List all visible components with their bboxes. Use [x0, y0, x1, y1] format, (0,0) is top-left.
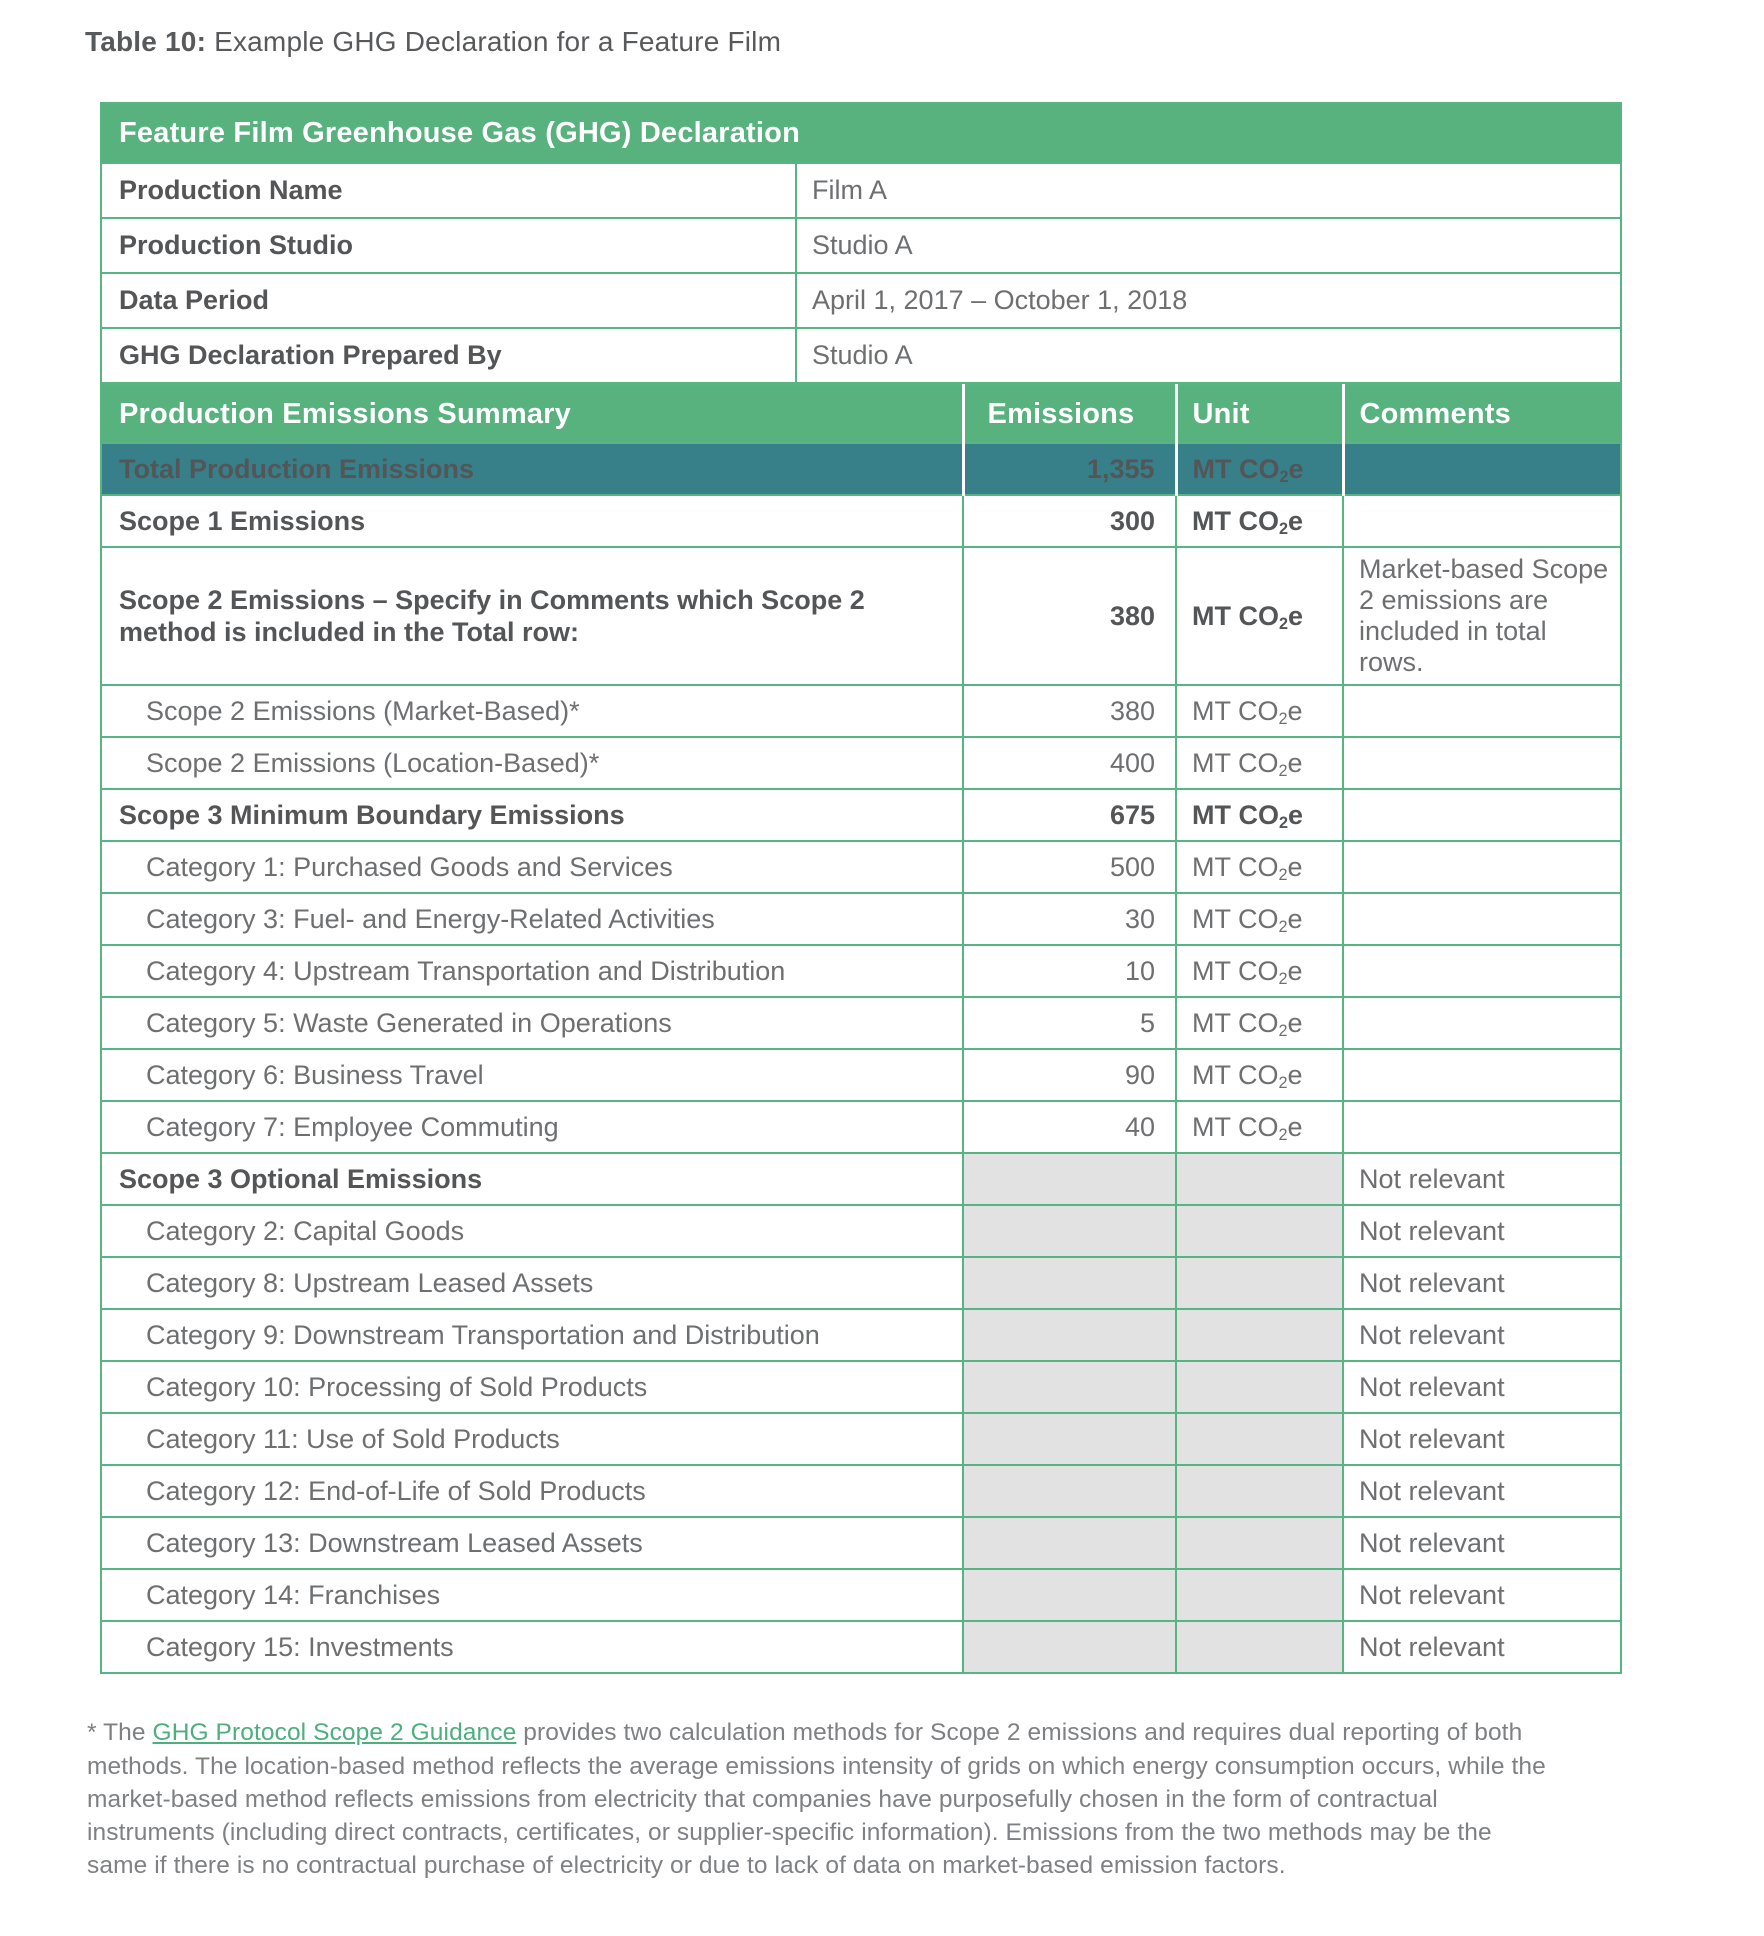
emissions-value-cell: 30	[963, 893, 1176, 945]
unit-subscript: 2	[1278, 1022, 1288, 1041]
declaration-row-label: GHG Declaration Prepared By	[101, 328, 796, 383]
unit-cell	[1176, 1309, 1343, 1361]
unit-text-suffix: e	[1287, 1059, 1303, 1090]
summary-row-label: Category 6: Business Travel	[101, 1049, 963, 1101]
summary-row-label: Category 12: End-of-Life of Sold Products	[101, 1465, 963, 1517]
unit-subscript: 2	[1278, 918, 1288, 937]
summary-row	[101, 1413, 1621, 1465]
summary-row	[101, 1517, 1621, 1569]
unit-subscript: 2	[1279, 468, 1289, 487]
unit-text: MT CO	[1192, 1059, 1279, 1090]
emissions-value-cell: 500	[963, 841, 1176, 893]
declaration-row-label: Production Name	[101, 163, 796, 218]
comment-cell: Not relevant	[1343, 1309, 1621, 1361]
comment-cell: Not relevant	[1343, 1153, 1621, 1205]
unit-cell	[1176, 1517, 1343, 1569]
summary-row-label: Category 5: Waste Generated in Operations	[101, 997, 963, 1049]
summary-row-label: Scope 2 Emissions (Location-Based)*	[101, 737, 963, 789]
summary-row	[101, 1205, 1621, 1257]
unit-subscript: 2	[1279, 814, 1289, 833]
declaration-row-value: Film A	[796, 163, 1621, 218]
summary-row-label: Category 1: Purchased Goods and Services	[101, 841, 963, 893]
unit-text-suffix: e	[1288, 453, 1304, 484]
unit-subscript: 2	[1278, 1074, 1288, 1093]
unit-text: MT CO	[1192, 799, 1279, 830]
unit-cell	[1176, 737, 1343, 789]
unit-cell	[1176, 945, 1343, 997]
unit-subscript: 2	[1278, 970, 1288, 989]
column-header-summary: Production Emissions Summary	[101, 385, 963, 443]
emissions-value-cell	[963, 1465, 1176, 1517]
unit-subscript: 2	[1278, 1126, 1288, 1145]
unit-text-suffix: e	[1288, 505, 1304, 536]
comment-cell: Not relevant	[1343, 1413, 1621, 1465]
footnote-post: provides two calculation methods for Scope 2 emissions and requires dual reporting of both methods. The location-based method reflects the average emissions intensity of grids on which energy consumption occurs, while the market-based method reflects emissions from electricity that companies have purposefully chosen in the form of contractual instruments (including direct contracts, certificates, or supplier-specific information). Emissions from the two methods may be the same if there is no contractual purchase of electricity or due to lack of data on market-based emission factors.	[87, 1719, 1546, 1880]
unit-subscript: 2	[1279, 520, 1289, 539]
unit-cell	[1176, 1361, 1343, 1413]
column-header-comments: Comments	[1343, 385, 1621, 443]
emissions-value-cell: 1,355	[963, 443, 1176, 495]
declaration-row-value: Studio A	[796, 218, 1621, 273]
summary-row-label: Scope 2 Emissions – Specify in Comments which Scope 2 method is included in the Total row:	[101, 547, 963, 685]
ghg-protocol-scope2-guidance-link[interactable]: GHG Protocol Scope 2 Guidance	[152, 1719, 517, 1747]
unit-text: MT CO	[1192, 747, 1279, 778]
comment-cell: Not relevant	[1343, 1205, 1621, 1257]
comment-cell	[1343, 997, 1621, 1049]
comment-cell	[1343, 841, 1621, 893]
summary-row-label: Scope 2 Emissions (Market-Based)*	[101, 685, 963, 737]
declaration-title-row	[101, 103, 1621, 163]
summary-row-label: Category 7: Employee Commuting	[101, 1101, 963, 1153]
summary-row	[101, 443, 1621, 495]
emissions-value-cell: 300	[963, 495, 1176, 547]
summary-row	[101, 547, 1621, 685]
unit-cell	[1176, 1413, 1343, 1465]
summary-row-label: Category 10: Processing of Sold Products	[101, 1361, 963, 1413]
emissions-value-cell	[963, 1361, 1176, 1413]
unit-subscript: 2	[1279, 615, 1289, 634]
summary-row-label: Category 11: Use of Sold Products	[101, 1413, 963, 1465]
comment-cell: Market-based Scope 2 emissions are included in total rows.	[1343, 547, 1621, 685]
unit-text: MT CO	[1192, 695, 1279, 726]
summary-row-label: Scope 3 Minimum Boundary Emissions	[101, 789, 963, 841]
unit-cell	[1176, 1569, 1343, 1621]
unit-text-suffix: e	[1287, 695, 1303, 726]
summary-row	[101, 997, 1621, 1049]
table-caption	[85, 26, 1764, 58]
column-header-emissions: Emissions	[963, 385, 1176, 443]
declaration-row	[101, 273, 1621, 328]
comment-cell	[1343, 893, 1621, 945]
unit-text-suffix: e	[1287, 1007, 1303, 1038]
unit-cell	[1176, 1257, 1343, 1309]
emissions-value-cell	[963, 1309, 1176, 1361]
emissions-value-cell: 40	[963, 1101, 1176, 1153]
summary-row	[101, 1049, 1621, 1101]
comment-cell: Not relevant	[1343, 1569, 1621, 1621]
summary-row	[101, 1361, 1621, 1413]
summary-row	[101, 1153, 1621, 1205]
comment-cell	[1343, 737, 1621, 789]
summary-row-label: Category 4: Upstream Transportation and Distribution	[101, 945, 963, 997]
summary-row-label: Total Production Emissions	[101, 443, 963, 495]
unit-text-suffix: e	[1287, 747, 1303, 778]
declaration-row	[101, 218, 1621, 273]
emissions-value-cell	[963, 1621, 1176, 1673]
comment-cell: Not relevant	[1343, 1517, 1621, 1569]
summary-row-label: Category 8: Upstream Leased Assets	[101, 1257, 963, 1309]
unit-subscript: 2	[1278, 762, 1288, 781]
emissions-value-cell: 10	[963, 945, 1176, 997]
emissions-value-cell	[963, 1517, 1176, 1569]
unit-cell	[1176, 893, 1343, 945]
emissions-value-cell	[963, 1205, 1176, 1257]
summary-row-label: Category 2: Capital Goods	[101, 1205, 963, 1257]
unit-text: MT CO	[1192, 955, 1279, 986]
unit-text-suffix: e	[1287, 1111, 1303, 1142]
emissions-value-cell: 380	[963, 547, 1176, 685]
comment-cell: Not relevant	[1343, 1361, 1621, 1413]
summary-row-label: Scope 3 Optional Emissions	[101, 1153, 963, 1205]
comment-cell	[1343, 685, 1621, 737]
declaration-row-label: Production Studio	[101, 218, 796, 273]
unit-text-suffix: e	[1288, 600, 1304, 631]
emissions-value-cell: 380	[963, 685, 1176, 737]
summary-row	[101, 1257, 1621, 1309]
unit-cell	[1176, 841, 1343, 893]
summary-row	[101, 685, 1621, 737]
comment-cell	[1343, 443, 1621, 495]
comment-cell: Not relevant	[1343, 1621, 1621, 1673]
emissions-value-cell	[963, 1153, 1176, 1205]
comment-cell	[1343, 495, 1621, 547]
unit-cell	[1176, 1153, 1343, 1205]
summary-row	[101, 789, 1621, 841]
comment-cell	[1343, 789, 1621, 841]
summary-row	[101, 1465, 1621, 1517]
footnote-pre: * The	[87, 1719, 153, 1747]
table-caption-number: Table 10:	[85, 26, 207, 57]
summary-row	[101, 1309, 1621, 1361]
unit-text: MT CO	[1192, 600, 1279, 631]
unit-cell	[1176, 1049, 1343, 1101]
summary-row	[101, 893, 1621, 945]
summary-row-label: Category 14: Franchises	[101, 1569, 963, 1621]
emissions-value-cell	[963, 1257, 1176, 1309]
emissions-value-cell: 675	[963, 789, 1176, 841]
unit-cell	[1176, 685, 1343, 737]
unit-cell	[1176, 997, 1343, 1049]
summary-row	[101, 841, 1621, 893]
comment-cell	[1343, 1101, 1621, 1153]
declaration-row	[101, 328, 1621, 383]
unit-cell	[1176, 547, 1343, 685]
summary-row-label: Category 13: Downstream Leased Assets	[101, 1517, 963, 1569]
summary-row	[101, 1569, 1621, 1621]
unit-cell	[1176, 789, 1343, 841]
emissions-value-cell	[963, 1413, 1176, 1465]
unit-cell	[1176, 1101, 1343, 1153]
declaration-row-value: April 1, 2017 – October 1, 2018	[796, 273, 1621, 328]
unit-text-suffix: e	[1287, 903, 1303, 934]
summary-row-label: Category 15: Investments	[101, 1621, 963, 1673]
declaration-row-value: Studio A	[796, 328, 1621, 383]
summary-row	[101, 945, 1621, 997]
comment-cell	[1343, 1049, 1621, 1101]
emissions-summary-table	[100, 384, 1622, 1674]
unit-text: MT CO	[1192, 505, 1279, 536]
unit-text: MT CO	[1192, 903, 1279, 934]
emissions-value-cell: 5	[963, 997, 1176, 1049]
unit-cell	[1176, 1621, 1343, 1673]
declaration-info-table	[100, 102, 1622, 384]
declaration-row	[101, 163, 1621, 218]
summary-row-label: Category 9: Downstream Transportation and Distribution	[101, 1309, 963, 1361]
emissions-value-cell	[963, 1569, 1176, 1621]
table-caption-text: Example GHG Declaration for a Feature Film	[206, 26, 782, 57]
unit-text-suffix: e	[1287, 955, 1303, 986]
emissions-value-cell: 400	[963, 737, 1176, 789]
unit-cell	[1176, 495, 1343, 547]
summary-row-label: Category 3: Fuel- and Energy-Related Activities	[101, 893, 963, 945]
unit-text: MT CO	[1192, 851, 1279, 882]
ghg-declaration-table-wrap	[100, 102, 1620, 1674]
summary-header-row	[101, 385, 1621, 443]
unit-text: MT CO	[1192, 1007, 1279, 1038]
comment-cell: Not relevant	[1343, 1465, 1621, 1517]
comment-cell	[1343, 945, 1621, 997]
summary-row	[101, 1101, 1621, 1153]
summary-row	[101, 737, 1621, 789]
unit-text: MT CO	[1192, 453, 1280, 484]
comment-cell: Not relevant	[1343, 1257, 1621, 1309]
declaration-title: Feature Film Greenhouse Gas (GHG) Declaration	[101, 103, 1621, 163]
emissions-value-cell: 90	[963, 1049, 1176, 1101]
unit-subscript: 2	[1278, 710, 1288, 729]
declaration-row-label: Data Period	[101, 273, 796, 328]
unit-cell	[1176, 443, 1343, 495]
summary-row	[101, 495, 1621, 547]
unit-subscript: 2	[1278, 866, 1288, 885]
unit-text-suffix: e	[1288, 799, 1304, 830]
unit-cell	[1176, 1465, 1343, 1517]
unit-text-suffix: e	[1287, 851, 1303, 882]
summary-row-label: Scope 1 Emissions	[101, 495, 963, 547]
unit-text: MT CO	[1192, 1111, 1279, 1142]
column-header-unit: Unit	[1176, 385, 1343, 443]
footnote	[87, 1716, 1549, 1883]
summary-row	[101, 1621, 1621, 1673]
unit-cell	[1176, 1205, 1343, 1257]
